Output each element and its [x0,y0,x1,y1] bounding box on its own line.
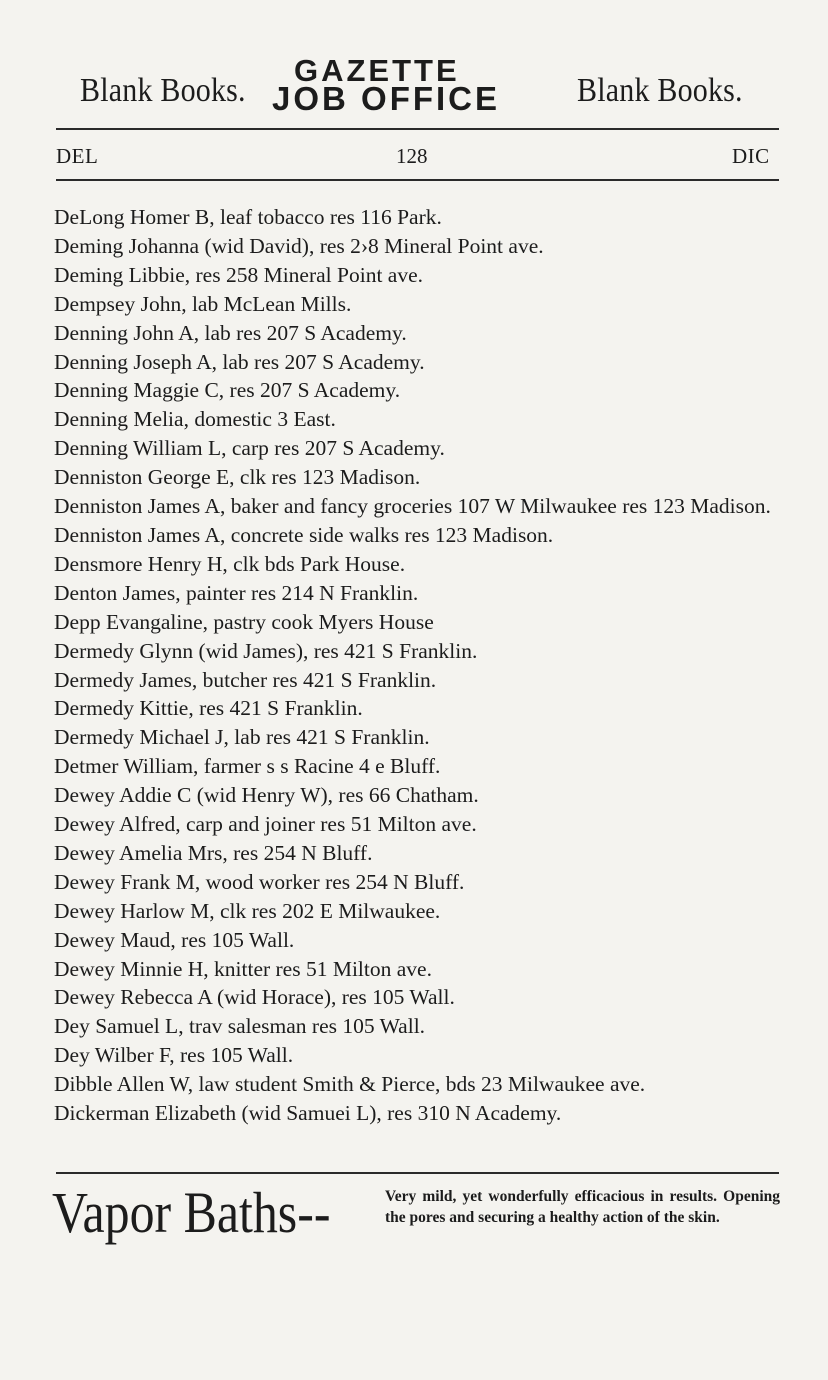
directory-entry: Denton James, painter res 214 N Franklin. [54,580,419,605]
vapor-baths-description: Very mild, yet wonderfully efficacious in results. Opening the pores and securing a healthy action of the skin. [385,1188,780,1226]
directory-entry: Dewey Alfred, carp and joiner res 51 Milton ave. [54,812,477,837]
directory-entry: Deming Johanna (wid David), res 2›8 Mineral Point ave. [54,233,544,258]
job-office-title: JOB OFFICE [272,80,501,117]
gazette-title: GAZETTE [294,53,460,88]
directory-entry: Dewey Maud, res 105 Wall. [54,927,295,952]
directory-entry: Dibble Allen W, law student Smith & Pierce, bds 23 Milwaukee ave. [54,1072,646,1097]
page-number: 128 [396,144,428,168]
directory-entry: Denning Maggie C, res 207 S Academy. [54,378,401,403]
directory-entry: Dickerman Elizabeth (wid Samuei L), res 310 N Academy. [54,1101,562,1126]
directory-entry: Depp Evangaline, pastry cook Myers House [54,609,434,634]
directory-entry: Dewey Amelia Mrs, res 254 N Bluff. [54,840,373,865]
directory-entry: Dewey Rebecca A (wid Horace), res 105 Wall. [54,985,455,1010]
directory-entries [54,203,784,1128]
directory-entry: Dewey Minnie H, knitter res 51 Milton ave. [54,956,432,981]
directory-entry: Dewey Addie C (wid Henry W), res 66 Chatham. [54,783,479,808]
directory-entry: DeLong Homer B, leaf tobacco res 116 Park. [54,205,442,229]
directory-entry: Dermedy James, butcher res 421 S Franklin. [54,667,437,692]
directory-entry: Dewey Frank M, wood worker res 254 N Bluff. [54,869,465,894]
directory-entry: Dermedy Michael J, lab res 421 S Franklin. [54,725,430,750]
directory-entry: Denning John A, lab res 207 S Academy. [54,320,407,345]
directory-entry: Dey Wilber F, res 105 Wall. [54,1043,294,1068]
directory-entry: Denning William L, carp res 207 S Academy. [54,436,445,461]
directory-entry: Deming Libbie, res 258 Mineral Point ave. [54,262,424,287]
vapor-baths-title: Vapor Baths-- [52,1180,331,1245]
header-rule-bottom [56,179,779,181]
directory-entry: Denning Melia, domestic 3 East. [54,407,336,432]
directory-entry: Densmore Henry H, clk bds Park House. [54,551,406,576]
directory-entry: Dempsey John, lab McLean Mills. [54,291,352,316]
directory-entry: Dey Samuel L, trav salesman res 105 Wall. [54,1014,426,1039]
footer-advertisement [0,1172,828,1272]
running-head-left: DEL [56,144,99,168]
directory-entry: Dermedy Glynn (wid James), res 421 S Franklin. [54,638,478,663]
directory-entry: Detmer William, farmer s s Racine 4 e Bluff. [54,754,441,779]
directory-entry: Dewey Harlow M, clk res 202 E Milwaukee. [54,898,441,923]
header-advertisement [0,0,828,130]
directory-entry: Denniston George E, clk res 123 Madison. [54,465,421,490]
blank-books-left: Blank Books. [80,72,246,109]
running-head [0,144,828,172]
directory-entry: Denniston James A, concrete side walks res 123 Madison. [54,522,554,547]
directory-entry: Dermedy Kittie, res 421 S Franklin. [54,696,363,721]
running-head-right: DIC [732,144,770,168]
gazette-job-office-logo [272,53,562,117]
blank-books-right: Blank Books. [577,72,743,109]
header-rule-top [56,128,779,130]
directory-entry: Denning Joseph A, lab res 207 S Academy. [54,349,425,374]
directory-entry: Denniston James A, baker and fancy groceries 107 W Milwaukee res 123 Madison. [54,494,771,519]
